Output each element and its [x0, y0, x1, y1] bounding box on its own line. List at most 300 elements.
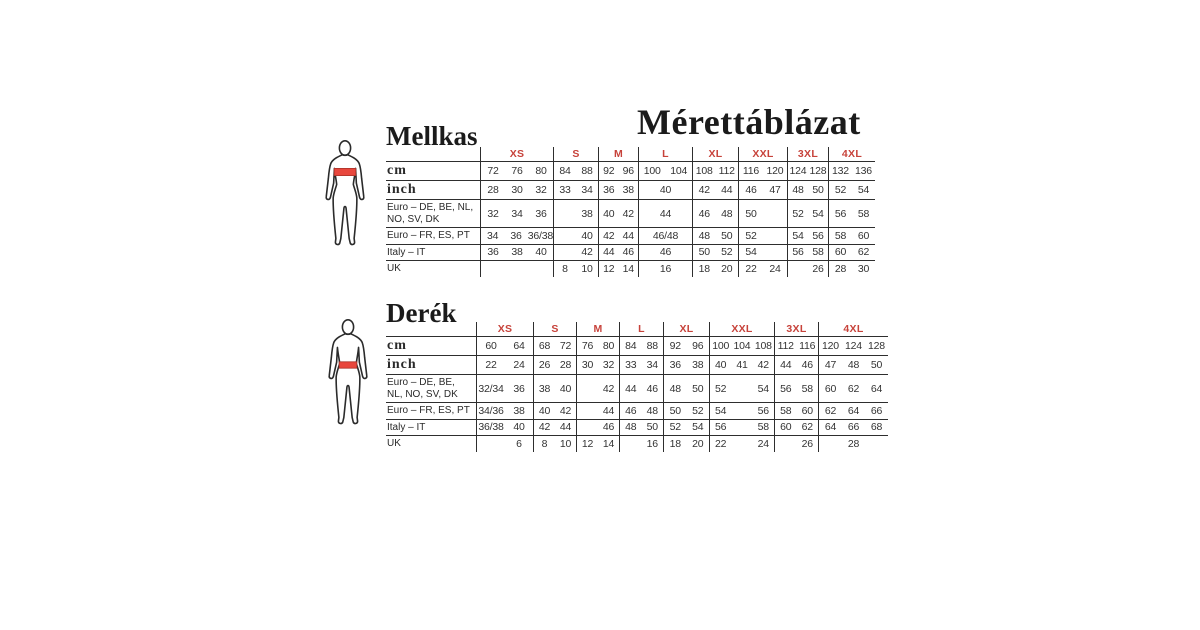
size-value: 48	[721, 207, 733, 220]
size-value: 36	[603, 184, 615, 196]
size-cell-group	[619, 403, 663, 419]
size-value: 26	[812, 262, 824, 275]
size-cell-group	[787, 245, 828, 261]
size-value: 14	[602, 437, 615, 450]
size-cell-group	[476, 356, 533, 374]
size-value: 36	[487, 246, 499, 259]
size-value: 42	[538, 421, 551, 434]
size-label-xxl: XXL	[752, 148, 774, 160]
size-label-xl: XL	[679, 323, 694, 335]
size-value: 72	[559, 340, 572, 352]
size-value: 48	[698, 229, 710, 242]
row-label: UK	[387, 263, 401, 274]
size-cell-group	[774, 420, 818, 436]
size-value: 40	[559, 382, 572, 395]
size-value: 42	[581, 246, 593, 259]
size-value: 54	[715, 404, 727, 417]
size-value: 32	[535, 184, 547, 196]
size-cell-group	[663, 420, 709, 436]
size-value: 92	[669, 340, 681, 352]
size-value: 42	[602, 382, 615, 395]
size-value: 38	[511, 246, 523, 259]
size-cell-group	[818, 403, 888, 419]
size-value: 16	[659, 262, 672, 275]
derek-row-italy-it	[386, 419, 888, 436]
size-group-header-s	[553, 147, 598, 161]
size-group-header-l	[638, 147, 692, 161]
size-value: 92	[603, 165, 615, 177]
size-value: 84	[559, 165, 571, 177]
size-cell-group	[476, 420, 533, 436]
size-value: 42	[603, 229, 615, 242]
size-cell-group	[692, 261, 738, 277]
size-group-header-xxl	[738, 147, 787, 161]
size-cell-group	[663, 403, 709, 419]
size-cell-group	[709, 356, 774, 374]
size-value: 54	[857, 184, 870, 196]
size-value: 40	[581, 229, 593, 242]
size-value: 60	[801, 404, 813, 417]
mellkas-size-header-row	[386, 147, 875, 161]
size-value: 32	[602, 359, 615, 371]
header-spacer	[386, 322, 476, 336]
size-value: 36/38	[527, 229, 553, 242]
size-cell-group	[738, 162, 787, 180]
size-value: 32	[487, 207, 499, 220]
size-cell-group	[598, 245, 638, 261]
size-cell-group	[692, 228, 738, 244]
size-value: 66	[870, 404, 883, 417]
size-value: 20	[721, 262, 733, 275]
size-value: 33	[559, 184, 571, 196]
size-value: 30	[511, 184, 523, 196]
size-value: 20	[692, 437, 704, 450]
size-value: 58	[857, 207, 870, 220]
waist-band-marker	[339, 362, 357, 368]
size-value: 96	[692, 340, 704, 352]
size-group-header-xxl	[709, 322, 774, 336]
size-value: 50	[692, 382, 704, 395]
size-cell-group	[818, 337, 888, 355]
size-value: 26	[538, 359, 551, 371]
size-cell-group	[709, 337, 774, 355]
size-value: 100	[712, 340, 730, 352]
size-value: 34	[581, 184, 593, 196]
size-value: 47	[824, 359, 837, 371]
size-value: 22	[485, 359, 497, 371]
size-value: 72	[487, 165, 499, 177]
size-cell-group	[476, 403, 533, 419]
human-silhouette-icon	[321, 140, 369, 252]
size-value: 58	[801, 382, 813, 395]
size-value: 38	[581, 207, 593, 220]
size-cell-group	[774, 403, 818, 419]
row-label: inch	[387, 357, 417, 372]
size-value: 46/48	[652, 229, 679, 242]
derek-row-euro-fr-es-pt	[386, 402, 888, 419]
size-cell-group	[638, 200, 692, 227]
size-group-header-xs	[480, 147, 553, 161]
size-cell-group	[738, 200, 787, 227]
size-value: 46	[602, 421, 615, 434]
size-value: 16	[646, 437, 658, 450]
size-value: 18	[669, 437, 681, 450]
size-value: 54	[757, 382, 769, 395]
row-label: Italy – IT	[387, 421, 426, 433]
size-cell-group	[818, 375, 888, 402]
size-group-header-3xl	[774, 322, 818, 336]
size-value: 18	[698, 262, 710, 275]
size-value: 38	[692, 359, 704, 371]
size-cell-group	[480, 228, 553, 244]
size-value: 108	[754, 340, 772, 352]
size-cell-group	[598, 228, 638, 244]
size-value: 44	[780, 359, 792, 371]
size-value: 116	[742, 165, 760, 177]
size-cell-group	[476, 436, 533, 452]
size-value: 52	[792, 207, 804, 220]
size-value: 48	[847, 359, 860, 371]
size-value: 56	[834, 207, 847, 220]
size-cell-group	[598, 261, 638, 277]
size-cell-group	[709, 403, 774, 419]
size-value: 80	[535, 165, 547, 177]
size-cell-group	[576, 337, 619, 355]
size-value: 120	[766, 165, 784, 177]
size-cell-group	[598, 162, 638, 180]
size-value: 68	[870, 421, 883, 434]
size-cell-group	[576, 436, 619, 452]
size-value: 46	[801, 359, 813, 371]
waist-measurement-figure	[324, 319, 372, 436]
size-cell-group	[533, 403, 576, 419]
size-cell-group	[553, 200, 598, 227]
size-value: 52	[692, 404, 704, 417]
size-value: 24	[769, 262, 781, 275]
size-cell-group	[663, 436, 709, 452]
size-value: 38	[513, 404, 525, 417]
size-value: 52	[834, 184, 847, 196]
size-value: 58	[834, 229, 847, 242]
size-value: 50	[812, 184, 824, 196]
size-value: 116	[799, 340, 816, 352]
size-value: 76	[581, 340, 594, 352]
size-value: 48	[646, 404, 658, 417]
size-cell-group	[619, 420, 663, 436]
size-cell-group	[638, 181, 692, 199]
size-value: 6	[516, 437, 522, 450]
size-group-header-4xl	[818, 322, 888, 336]
size-cell-group	[774, 375, 818, 402]
size-value: 56	[715, 421, 727, 434]
size-label-4xl: 4XL	[843, 323, 864, 335]
size-cell-group	[787, 181, 828, 199]
size-value: 40	[538, 404, 551, 417]
size-value: 42	[559, 404, 572, 417]
size-value: 62	[847, 382, 860, 395]
size-value: 52	[745, 229, 757, 242]
size-label-s: S	[572, 148, 580, 160]
size-cell-group	[480, 245, 553, 261]
size-value: 30	[857, 262, 870, 275]
size-value: 44	[603, 246, 615, 259]
mellkas-row-cm	[386, 161, 875, 180]
size-value: 128	[868, 340, 885, 352]
size-group-header-m	[576, 322, 619, 336]
size-value: 52	[715, 382, 727, 395]
size-value: 40	[535, 246, 547, 259]
row-label: cm	[387, 338, 407, 353]
size-cell-group	[533, 375, 576, 402]
size-cell-group	[663, 356, 709, 374]
size-value: 50	[745, 207, 757, 220]
row-label: cm	[387, 163, 407, 178]
size-value: 56	[792, 246, 804, 259]
size-value: 22	[745, 262, 757, 275]
size-group-header-3xl	[787, 147, 828, 161]
size-group-header-xl	[692, 147, 738, 161]
size-value: 48	[625, 421, 637, 434]
size-group-header-xl	[663, 322, 709, 336]
size-value: 44	[559, 421, 572, 434]
size-cell-group	[818, 420, 888, 436]
size-value: 12	[603, 262, 615, 275]
size-value: 88	[581, 165, 593, 177]
size-value: 44	[721, 184, 733, 196]
mellkas-row-inch	[386, 180, 875, 199]
size-value: 44	[659, 207, 672, 220]
row-label: Euro – DE, BE, NL, NO, SV, DK	[387, 202, 474, 225]
row-label: Euro – DE, BE, NL, NO, SV, DK	[387, 377, 458, 400]
size-cell-group	[576, 420, 619, 436]
size-value: 34	[646, 359, 658, 371]
size-cell-group	[533, 337, 576, 355]
size-value: 52	[721, 246, 733, 259]
size-cell-group	[692, 245, 738, 261]
size-value: 46	[698, 207, 710, 220]
size-cell-group	[709, 436, 774, 452]
size-value: 41	[736, 359, 748, 371]
size-value: 28	[834, 262, 847, 275]
size-group-header-m	[598, 147, 638, 161]
size-cell-group	[818, 356, 888, 374]
size-value: 54	[692, 421, 704, 434]
size-cell-group	[480, 162, 553, 180]
size-value: 56	[812, 229, 824, 242]
size-value: 58	[780, 404, 792, 417]
size-value: 14	[622, 262, 634, 275]
mellkas-row-euro-de-be-nl-no-sv-dk	[386, 199, 875, 227]
size-cell-group	[709, 420, 774, 436]
size-cell-group	[774, 337, 818, 355]
size-cell-group	[533, 356, 576, 374]
size-group-header-l	[619, 322, 663, 336]
size-cell-group	[638, 245, 692, 261]
size-cell-group	[828, 228, 875, 244]
chest-size-table	[386, 147, 875, 277]
size-value: 64	[513, 340, 525, 352]
size-label-xxl: XXL	[731, 323, 753, 335]
size-cell-group	[476, 337, 533, 355]
page-title: Mérettáblázat	[637, 102, 861, 142]
size-cell-group	[709, 375, 774, 402]
size-value: 44	[622, 229, 634, 242]
size-value: 40	[603, 207, 615, 220]
size-value: 34	[511, 207, 523, 220]
size-cell-group	[598, 200, 638, 227]
mellkas-row-uk	[386, 260, 875, 277]
size-value: 46	[646, 382, 658, 395]
chest-section-heading: Mellkas	[386, 121, 478, 151]
size-cell-group	[480, 200, 553, 227]
size-value: 124	[789, 165, 807, 177]
size-cell-group	[476, 375, 533, 402]
row-label: Euro – FR, ES, PT	[387, 405, 470, 416]
size-value: 42	[757, 359, 769, 371]
waist-size-table	[386, 322, 888, 452]
size-value: 24	[513, 359, 525, 371]
size-value: 42	[698, 184, 710, 196]
size-value: 8	[562, 262, 568, 275]
size-value: 50	[669, 404, 681, 417]
size-cell-group	[638, 261, 692, 277]
size-cell-group	[480, 181, 553, 199]
size-value: 46	[622, 246, 634, 259]
size-cell-group	[787, 200, 828, 227]
waist-section-heading: Derék	[386, 298, 457, 328]
size-value: 62	[824, 404, 837, 417]
size-value: 88	[646, 340, 658, 352]
size-value: 112	[718, 165, 735, 177]
size-value: 40	[513, 421, 525, 434]
size-value: 120	[822, 340, 839, 352]
size-value: 60	[780, 421, 792, 434]
size-value: 84	[625, 340, 637, 352]
derek-size-header-row	[386, 322, 888, 336]
size-value: 54	[812, 207, 824, 220]
size-value: 26	[801, 437, 813, 450]
size-value: 46	[659, 246, 672, 259]
size-cell-group	[692, 162, 738, 180]
size-value: 132	[832, 165, 849, 177]
size-cell-group	[774, 356, 818, 374]
size-cell-group	[828, 200, 875, 227]
size-value: 48	[792, 184, 804, 196]
size-group-header-4xl	[828, 147, 875, 161]
derek-row-euro-de-be-nl-no-sv-dk	[386, 374, 888, 402]
size-value: 128	[809, 165, 827, 177]
size-value: 64	[847, 404, 860, 417]
size-value: 44	[625, 382, 637, 395]
size-label-l: L	[638, 323, 645, 335]
size-cell-group	[619, 375, 663, 402]
size-value: 96	[622, 165, 634, 177]
size-value: 76	[511, 165, 523, 177]
size-value: 40	[659, 184, 672, 196]
derek-row-uk	[386, 435, 888, 452]
size-label-m: M	[593, 323, 603, 335]
size-value: 66	[847, 421, 860, 434]
size-cell-group	[828, 245, 875, 261]
size-label-3xl: 3XL	[786, 323, 807, 335]
size-cell-group	[828, 261, 875, 277]
size-value: 100	[643, 165, 661, 177]
size-value: 52	[669, 421, 681, 434]
size-cell-group	[619, 436, 663, 452]
size-cell-group	[692, 200, 738, 227]
size-cell-group	[553, 181, 598, 199]
size-label-4xl: 4XL	[841, 148, 863, 160]
row-label: UK	[387, 438, 401, 449]
size-value: 32/34	[478, 382, 504, 395]
size-value: 50	[646, 421, 658, 434]
size-cell-group	[553, 162, 598, 180]
size-cell-group	[738, 245, 787, 261]
size-value: 46	[745, 184, 757, 196]
size-value: 34	[487, 229, 499, 242]
size-cell-group	[598, 181, 638, 199]
size-value: 36	[510, 229, 522, 242]
size-value: 60	[824, 382, 837, 395]
derek-row-cm	[386, 336, 888, 355]
size-cell-group	[619, 356, 663, 374]
size-value: 54	[792, 229, 804, 242]
size-cell-group	[576, 403, 619, 419]
size-value: 50	[721, 229, 733, 242]
size-value: 80	[602, 340, 615, 352]
size-label-s: S	[551, 323, 559, 335]
row-label: Italy – IT	[387, 246, 426, 258]
size-value: 47	[769, 184, 781, 196]
size-cell-group	[738, 228, 787, 244]
size-cell-group	[553, 261, 598, 277]
size-value: 58	[757, 421, 769, 434]
size-cell-group	[787, 228, 828, 244]
size-value: 38	[622, 184, 634, 196]
size-value: 58	[812, 246, 824, 259]
size-value: 104	[733, 340, 751, 352]
size-value: 28	[559, 359, 572, 371]
size-cell-group	[828, 162, 875, 180]
size-value: 36	[513, 382, 525, 395]
size-value: 38	[538, 382, 551, 395]
size-cell-group	[663, 375, 709, 402]
size-cell-group	[533, 436, 576, 452]
size-cell-group	[553, 228, 598, 244]
size-value: 10	[581, 262, 593, 275]
size-cell-group	[480, 261, 553, 277]
size-value: 46	[625, 404, 637, 417]
size-value: 136	[855, 165, 872, 177]
size-value: 10	[559, 437, 572, 450]
size-value: 36	[669, 359, 681, 371]
size-value: 68	[538, 340, 551, 352]
size-value: 62	[801, 421, 813, 434]
size-value: 8	[541, 437, 548, 450]
size-label-3xl: 3XL	[797, 148, 819, 160]
size-value: 60	[485, 340, 497, 352]
size-value: 36	[535, 207, 547, 220]
size-cell-group	[828, 181, 875, 199]
size-value: 112	[777, 340, 794, 352]
size-value: 124	[845, 340, 862, 352]
chest-measurement-figure	[321, 140, 369, 257]
size-cell-group	[553, 245, 598, 261]
size-value: 24	[757, 437, 769, 450]
size-value: 108	[695, 165, 713, 177]
size-value: 60	[857, 229, 870, 242]
size-cell-group	[619, 337, 663, 355]
